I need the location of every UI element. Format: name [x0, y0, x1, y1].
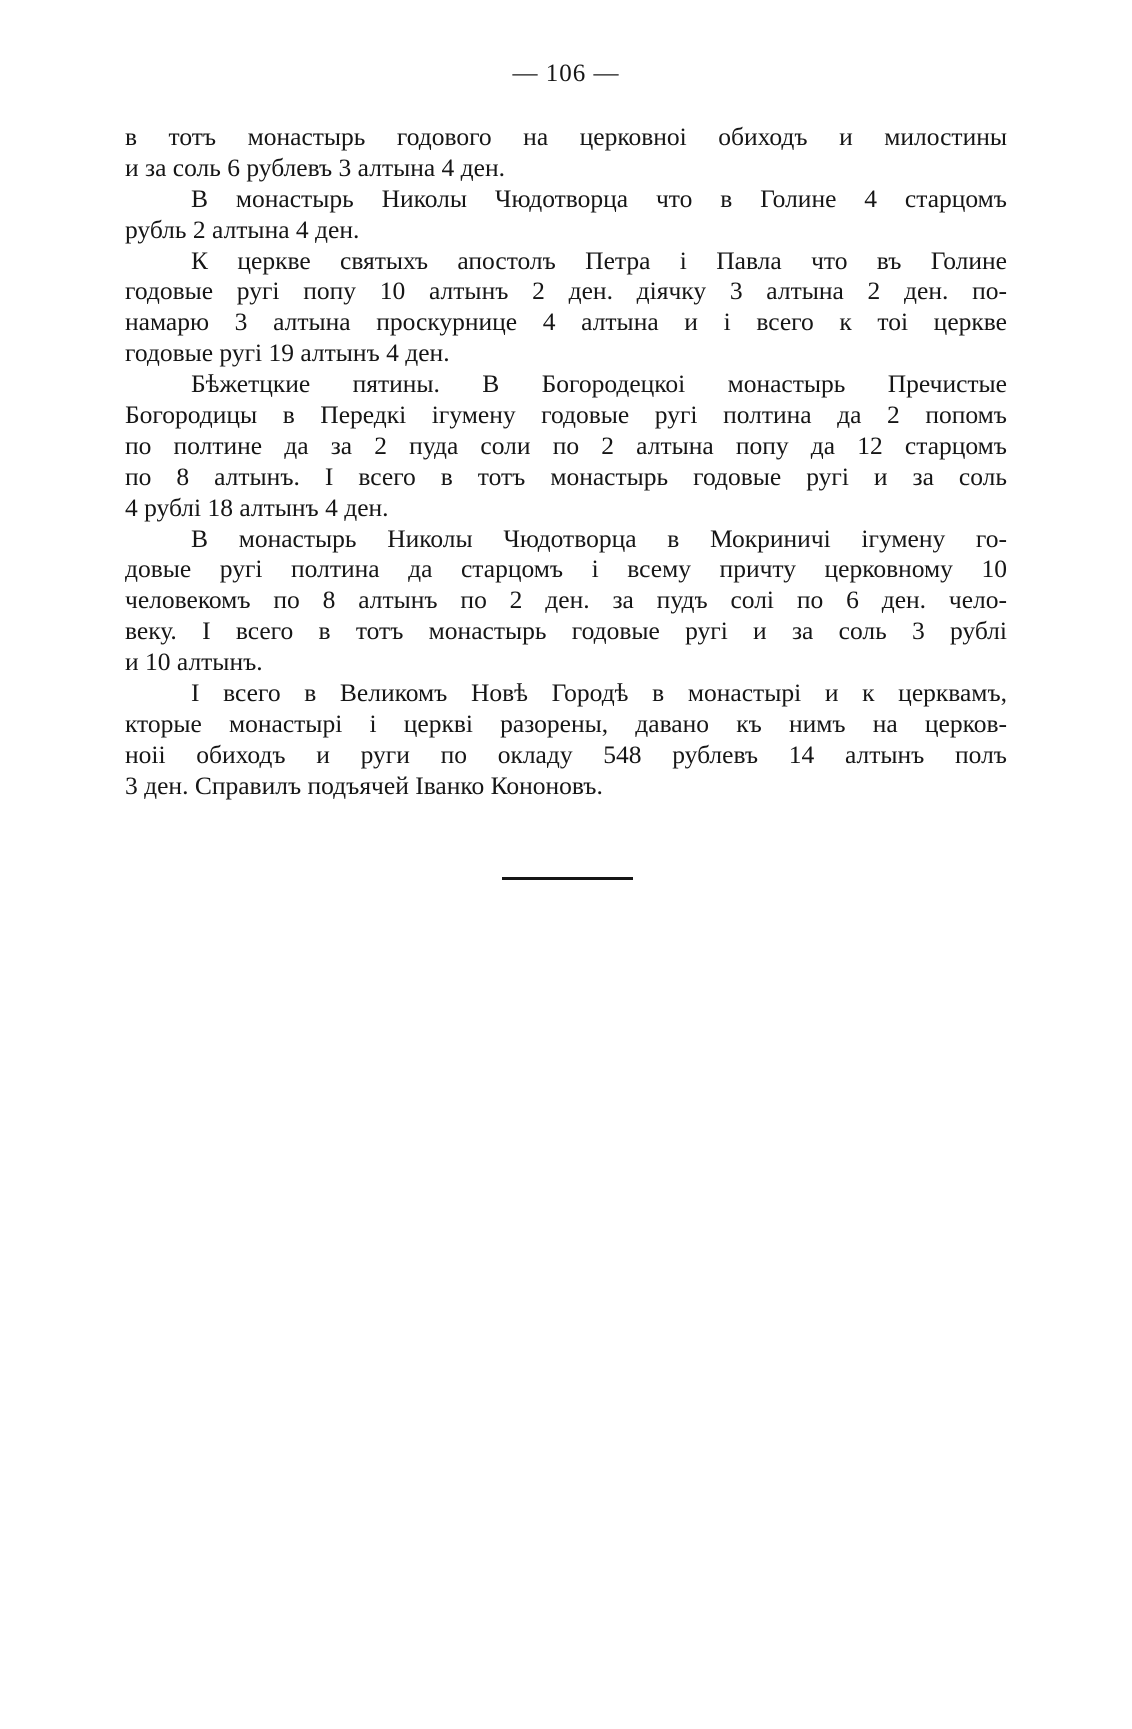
text-line: по 8 алтынъ. І всего в тотъ монастырь годовые ругі и за соль	[125, 461, 1007, 491]
text-line: человекомъ по 8 алтынъ по 2 ден. за пудъ солі по 6 ден. чело-	[125, 585, 1007, 615]
text-line: в тотъ монастырь годового на церковноі обиходъ и милостины	[125, 122, 1007, 151]
paragraph-6	[125, 678, 1007, 802]
text-line: и 10 алтынъ.	[125, 647, 263, 677]
paragraph-3	[125, 246, 1007, 370]
text-line: годовые ругі попу 10 алтынъ 2 ден. діячку 3 алтына 2 ден. по-	[125, 276, 1007, 306]
text-line: рубль 2 алтына 4 ден.	[125, 214, 360, 244]
text-line: намарю 3 алтына проскурнице 4 алтына и і всего к тоі церкве	[125, 307, 1007, 337]
text-line: кторые монастырі і церкві разорены, давано къ нимъ на церков-	[125, 708, 1007, 738]
text-line: І всего в Великомъ Новѣ Городѣ в монастырі и к церквамъ,	[191, 678, 1007, 708]
paragraph-1	[125, 122, 1007, 184]
paragraph-4	[125, 369, 1007, 523]
text-line: 4 рублі 18 алтынъ 4 ден.	[125, 492, 389, 522]
paragraph-2	[125, 184, 1007, 246]
text-line: веку. І всего в тотъ монастырь годовые ругі и за соль 3 рублі	[125, 616, 1007, 646]
text-line: по полтине да за 2 пуда соли по 2 алтына попу да 12 старцомъ	[125, 430, 1007, 460]
text-line: годовые ругі 19 алтынъ 4 ден.	[125, 338, 450, 368]
text-line: К церкве святыхъ апостолъ Петра і Павла что въ Голине	[191, 245, 1007, 275]
text-line: В монастырь Николы Чюдотворца в Мокриничі ігумену го-	[191, 523, 1007, 553]
paragraph-5	[125, 524, 1007, 678]
text-line: и за соль 6 рублевъ 3 алтына 4 ден.	[125, 152, 505, 182]
text-line: ноіі обиходъ и руги по окладу 548 рублевъ 14 алтынъ полъ	[125, 739, 1007, 769]
page-number: — 106 —	[512, 60, 620, 87]
text-line: Богородицы в Передкі ігумену годовые ругі полтина да 2 попомъ	[125, 400, 1007, 430]
document-body	[125, 122, 1007, 802]
text-line: В монастырь Николы Чюдотворца что в Голине 4 старцомъ	[191, 183, 1007, 213]
text-line: довые ругі полтина да старцомъ і всему причту церковному 10	[125, 554, 1007, 584]
text-line: Бѣжетцкие пятины. В Богородецкоі монастырь Пречистые	[191, 369, 1007, 399]
section-end-rule	[502, 877, 633, 880]
text-line: 3 ден. Справилъ подъячей Іванко Кононовъ.	[125, 770, 603, 800]
